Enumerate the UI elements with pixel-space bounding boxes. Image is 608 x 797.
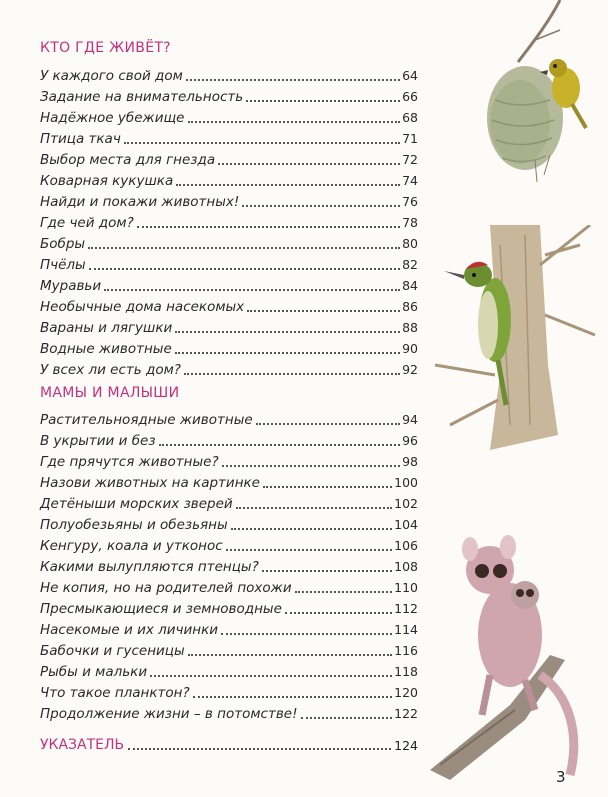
toc-entry-page: 78 [402, 215, 418, 230]
toc-entry-index[interactable] [40, 733, 418, 753]
dot-leader [128, 748, 391, 750]
toc-entry-title: Вараны и лягушки [40, 320, 173, 336]
dot-leader [301, 717, 393, 719]
toc-entry[interactable] [40, 408, 418, 428]
toc-entry[interactable] [40, 618, 418, 638]
toc-entry[interactable] [40, 597, 418, 617]
dot-leader [263, 486, 392, 488]
page-number: 3 [556, 768, 566, 786]
dot-leader [242, 205, 400, 207]
dot-leader [124, 142, 400, 144]
toc-entry[interactable] [40, 295, 418, 315]
toc-entry[interactable] [40, 639, 418, 659]
toc-entry-page: 96 [402, 433, 418, 448]
toc-entry-title: Бобры [40, 236, 86, 252]
toc-entry-title: Кенгуру, коала и утконос [40, 538, 223, 554]
dot-leader [295, 591, 393, 593]
toc-entry-title: Муравьи [40, 278, 102, 294]
dot-leader [159, 444, 401, 446]
weaver-nest-illustration [440, 0, 600, 190]
toc-entry-title: Продолжение жизни – в потомстве! [40, 706, 298, 722]
toc-entry-page: 71 [402, 131, 418, 146]
dot-leader [176, 184, 400, 186]
toc-entry-title: Назови животных на картинке [40, 475, 260, 491]
toc-entry[interactable] [40, 190, 418, 210]
toc-entry-title: Где чей дом? [40, 215, 134, 231]
toc-entry[interactable] [40, 513, 418, 533]
toc-entry-page: 108 [394, 559, 418, 574]
toc-entry-title: В укрытии и без [40, 433, 156, 449]
toc-entry-page: 66 [402, 89, 418, 104]
section-title-who-lives-where: КТО ГДЕ ЖИВЁТ? [40, 40, 171, 56]
dot-leader [88, 247, 400, 249]
toc-entry[interactable] [40, 274, 418, 294]
dot-leader [188, 654, 393, 656]
toc-entry-page: 102 [394, 496, 418, 511]
toc-entry-title: Коварная кукушка [40, 173, 174, 189]
toc-entry-title: Надёжное убежище [40, 110, 185, 126]
toc-entry-page: 84 [402, 278, 418, 293]
dot-leader [262, 570, 392, 572]
toc-entry-title: Какими вылупляются птенцы? [40, 559, 259, 575]
toc-entry[interactable] [40, 555, 418, 575]
toc-entry-page: 90 [402, 341, 418, 356]
index-page: 124 [394, 738, 418, 753]
toc-entry-title: Пчёлы [40, 257, 86, 273]
toc-entry[interactable] [40, 127, 418, 147]
toc-entry-page: 76 [402, 194, 418, 209]
toc-entry[interactable] [40, 702, 418, 722]
toc-entry-page: 98 [402, 454, 418, 469]
index-title: УКАЗАТЕЛЬ [40, 737, 125, 753]
toc-entry[interactable] [40, 492, 418, 512]
toc-entry-page: 120 [394, 685, 418, 700]
toc-entry-title: У каждого свой дом [40, 68, 183, 84]
toc-entry[interactable] [40, 450, 418, 470]
toc-entry-page: 74 [402, 173, 418, 188]
toc-entry[interactable] [40, 169, 418, 189]
toc-entry-title: Необычные дома насекомых [40, 299, 245, 315]
toc-entry[interactable] [40, 337, 418, 357]
toc-entry[interactable] [40, 148, 418, 168]
toc-entry-page: 110 [394, 580, 418, 595]
toc-entry[interactable] [40, 660, 418, 680]
toc-entry[interactable] [40, 358, 418, 378]
toc-entry-page: 118 [394, 664, 418, 679]
toc-entry-page: 80 [402, 236, 418, 251]
dot-leader [89, 268, 400, 270]
toc-entry-page: 92 [402, 362, 418, 377]
dot-leader [246, 100, 400, 102]
toc-entry[interactable] [40, 576, 418, 596]
toc-entry-title: Не копия, но на родителей похожи [40, 580, 292, 596]
toc-entry-title: Бабочки и гусеницы [40, 643, 185, 659]
dot-leader [218, 163, 400, 165]
toc-entry-page: 112 [394, 601, 418, 616]
dot-leader [221, 633, 392, 635]
dot-leader [184, 373, 400, 375]
toc-entry-title: Детёныши морских зверей [40, 496, 233, 512]
toc-entry[interactable] [40, 64, 418, 84]
toc-entry-title: Полуобезьяны и обезьяны [40, 517, 228, 533]
toc-entry[interactable] [40, 681, 418, 701]
toc-entry-page: 72 [402, 152, 418, 167]
toc-entry[interactable] [40, 534, 418, 554]
dot-leader [226, 549, 392, 551]
dot-leader [188, 121, 401, 123]
section-title-moms-and-babies: МАМЫ И МАЛЫШИ [40, 385, 180, 401]
toc-entry-title: Где прячутся животные? [40, 454, 219, 470]
toc-entry-page: 86 [402, 299, 418, 314]
toc-entry-page: 94 [402, 412, 418, 427]
toc-entry[interactable] [40, 211, 418, 231]
toc-entry-title: Найди и покажи животных! [40, 194, 240, 210]
toc-entry-page: 100 [394, 475, 418, 490]
toc-entry-title: Задание на внимательность [40, 89, 244, 105]
dot-leader [104, 289, 400, 291]
dot-leader [175, 331, 400, 333]
toc-entry-page: 122 [394, 706, 418, 721]
dot-leader [175, 352, 400, 354]
toc-entry-page: 88 [402, 320, 418, 335]
dot-leader [256, 423, 400, 425]
toc-entry-title: У всех ли есть дом? [40, 362, 181, 378]
dot-leader [150, 675, 392, 677]
dot-leader [285, 612, 392, 614]
toc-entry-title: Что такое планктон? [40, 685, 190, 701]
toc-entry-page: 82 [402, 257, 418, 272]
dot-leader [137, 226, 400, 228]
dot-leader [186, 79, 400, 81]
toc-entry-title: Растительноядные животные [40, 412, 253, 428]
toc-entry-title: Птица ткач [40, 131, 121, 147]
dot-leader [231, 528, 392, 530]
toc-entry[interactable] [40, 253, 418, 273]
toc-entry-title: Водные животные [40, 341, 172, 357]
toc-entry[interactable] [40, 106, 418, 126]
toc-entry-title: Выбор места для гнезда [40, 152, 216, 168]
toc-entry-page: 114 [394, 622, 418, 637]
dot-leader [236, 507, 392, 509]
toc-entry[interactable] [40, 316, 418, 336]
toc-entry-title: Рыбы и мальки [40, 664, 148, 680]
toc-entry-title: Пресмыкающиеся и земноводные [40, 601, 282, 617]
woodpecker-illustration [430, 225, 600, 455]
toc-entry[interactable] [40, 85, 418, 105]
toc-entry[interactable] [40, 429, 418, 449]
toc-entry-page: 68 [402, 110, 418, 125]
toc-entry-page: 116 [394, 643, 418, 658]
toc-entry-title: Насекомые и их личинки [40, 622, 219, 638]
dot-leader [222, 465, 400, 467]
toc-entry-page: 64 [402, 68, 418, 83]
bushbaby-illustration [430, 535, 600, 780]
toc-entry[interactable] [40, 471, 418, 491]
toc-entry[interactable] [40, 232, 418, 252]
toc-entry-page: 104 [394, 517, 418, 532]
toc-entry-page: 106 [394, 538, 418, 553]
dot-leader [247, 310, 400, 312]
dot-leader [193, 696, 393, 698]
